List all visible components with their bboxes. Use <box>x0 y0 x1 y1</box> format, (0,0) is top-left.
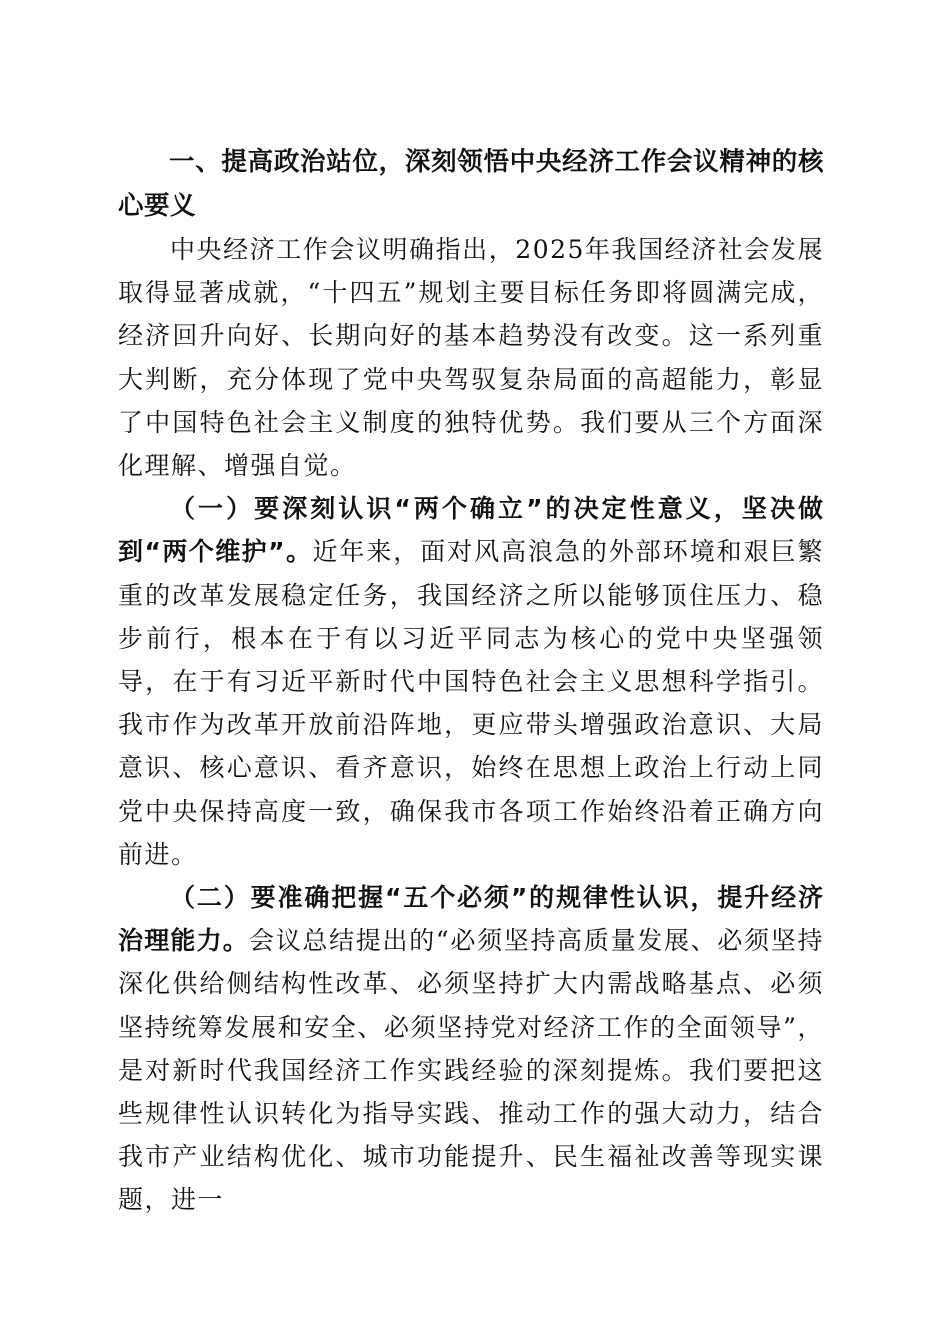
intro-paragraph: 中央经济工作会议明确指出，2025年我国经济社会发展取得显著成就，“十四五”规划主要目标任务即将圆满完成，经济回升向好、长期向好的基本趋势没有改变。这一系列重大判断，充分体现了党中央驾驭复杂局面的高超能力，彰显了中国特色社会主义制度的独特优势。我们要从三个方面深化理解、增强自觉。 <box>118 235 824 481</box>
section-2-body: 会议总结提出的“必须坚持高质量发展、必须坚持深化供给侧结构性改革、必须坚持扩大内需战略基点、必须坚持统筹发展和安全、必须坚持党对经济工作的全面领导”，是对新时代我国经济工作实践经验的深刻提炼。我们要把这些规律性认识转化为指导实践、推动工作的强大动力，结合我市产业结构优化、城市功能提升、民生福祉改善等现实课题，进一 <box>118 926 824 1215</box>
section-heading: 一、提高政治站位，深刻领悟中央经济工作会议精神的核心要义 <box>118 147 824 221</box>
paragraph-section-1 <box>118 487 824 876</box>
section-1-body: 近年来，面对风高浪急的外部环境和艰巨繁重的改革发展稳定任务，我国经济之所以能够顶住压力、稳步前行，根本在于有以习近平同志为核心的党中央坚强领导，在于有习近平新时代中国特色社会主义思想科学指引。我市作为改革开放前沿阵地，更应带头增强政治意识、大局意识、核心意识、看齐意识，始终在思想上政治上行动上同党中央保持高度一致，确保我市各项工作始终沿着正确方向前进。 <box>118 537 824 869</box>
section-2-lead: （二）要准确把握“五个必须”的规律性认识，提升经济治理能力。 <box>118 883 824 956</box>
document-body <box>118 140 824 1222</box>
section-1-lead: （一）要深刻认识“两个确立”的决定性意义，坚决做到“两个维护”。 <box>118 494 824 567</box>
paragraph-section-2 <box>118 876 824 1222</box>
